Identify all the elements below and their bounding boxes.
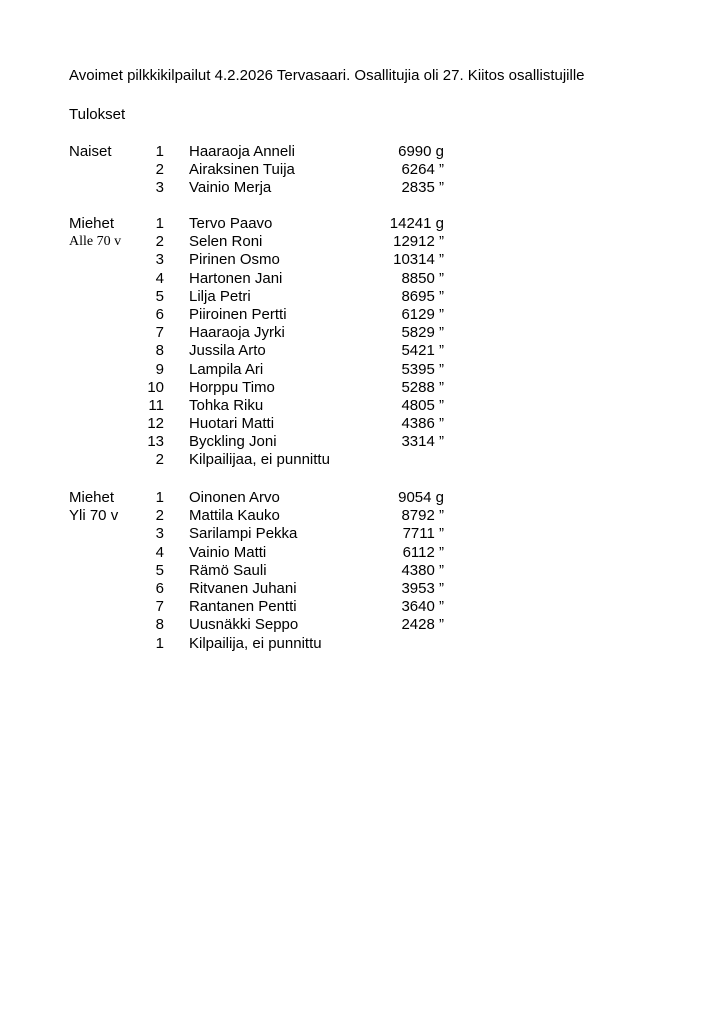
placement-number: 5 — [155, 287, 164, 305]
placement-number: 1 — [155, 143, 164, 160]
result-row — [0, 433, 724, 451]
catch-weight: 6264 ” — [401, 161, 444, 179]
placement-number: 2 — [155, 233, 164, 251]
placement-number: 3 — [155, 179, 164, 197]
section-miehet-yli-70 — [0, 489, 724, 653]
result-row — [0, 179, 724, 197]
result-row — [0, 616, 724, 634]
result-row — [0, 451, 724, 469]
result-row — [0, 342, 724, 360]
competitor-name: Byckling Joni — [189, 433, 277, 451]
catch-weight: 3314 ” — [401, 433, 444, 451]
competitor-name: Tohka Riku — [189, 396, 264, 414]
result-row — [0, 288, 724, 306]
competitor-name: Haaraoja Jyrki — [189, 324, 285, 342]
catch-weight: 2428 ” — [401, 616, 444, 634]
age-group-label: Alle 70 v — [69, 234, 122, 250]
result-row — [0, 415, 724, 433]
placement-number: 1 — [155, 634, 164, 652]
result-row — [0, 306, 724, 324]
competitor-name: Piiroinen Pertti — [189, 305, 287, 323]
catch-weight: 8792 ” — [401, 507, 444, 525]
catch-weight: 14241 g — [389, 215, 444, 232]
category-label: Miehet — [69, 215, 115, 232]
result-row — [0, 544, 724, 562]
page-title: Avoimet pilkkikilpailut 4.2.2026 Tervasaari. Osallitujia oli 27. Kiitos osallistujille — [69, 67, 585, 84]
results-heading: Tulokset — [69, 106, 126, 123]
catch-weight: 2835 ” — [401, 179, 444, 197]
catch-weight: 5395 ” — [401, 360, 444, 378]
placement-number: 6 — [155, 579, 164, 597]
catch-weight: 3640 ” — [401, 598, 444, 616]
competitor-name: Airaksinen Tuija — [189, 161, 295, 179]
result-row — [0, 379, 724, 397]
placement-number: 3 — [155, 251, 164, 269]
catch-weight: 5288 ” — [401, 378, 444, 396]
catch-weight: 10314 ” — [393, 251, 444, 269]
competitor-name: Lampila Ari — [189, 360, 264, 378]
competitor-name: Jussila Arto — [189, 342, 266, 360]
competitor-name: Hartonen Jani — [189, 269, 283, 287]
section-miehet-alle-70 — [0, 215, 724, 470]
competitor-name: Kilpailijaa, ei punnittu — [189, 451, 330, 469]
result-row — [0, 507, 724, 525]
placement-number: 5 — [155, 561, 164, 579]
competitor-name: Sarilampi Pekka — [189, 525, 298, 543]
catch-weight: 6129 ” — [401, 305, 444, 323]
result-row — [0, 635, 724, 653]
placement-number: 4 — [155, 543, 164, 561]
placement-number: 8 — [155, 616, 164, 634]
result-row — [0, 143, 724, 161]
placement-number: 2 — [155, 507, 164, 525]
result-row — [0, 598, 724, 616]
competitor-name: Kilpailija, ei punnittu — [189, 634, 322, 652]
result-row — [0, 580, 724, 598]
placement-number: 10 — [147, 378, 164, 396]
placement-number: 13 — [147, 433, 164, 451]
competitor-name: Rämö Sauli — [189, 561, 267, 579]
placement-number: 4 — [155, 269, 164, 287]
catch-weight: 9054 g — [398, 489, 444, 506]
placement-number: 2 — [155, 451, 164, 469]
result-row — [0, 525, 724, 543]
placement-number: 1 — [155, 215, 164, 232]
competitor-name: Vainio Matti — [189, 543, 267, 561]
category-label: Naiset — [69, 143, 112, 160]
competitor-name: Tervo Paavo — [189, 215, 273, 232]
catch-weight: 5421 ” — [401, 342, 444, 360]
competitor-name: Huotari Matti — [189, 415, 275, 433]
result-row — [0, 489, 724, 507]
result-row — [0, 161, 724, 179]
competitor-name: Lilja Petri — [189, 287, 251, 305]
competitor-name: Ritvanen Juhani — [189, 579, 297, 597]
result-row — [0, 215, 724, 233]
placement-number: 8 — [155, 342, 164, 360]
catch-weight: 7711 ” — [402, 525, 444, 543]
result-row — [0, 562, 724, 580]
result-row — [0, 361, 724, 379]
catch-weight: 3953 ” — [401, 579, 444, 597]
section-naiset — [0, 143, 724, 198]
competitor-name: Oinonen Arvo — [189, 489, 280, 506]
catch-weight: 4380 ” — [401, 561, 444, 579]
competitor-name: Mattila Kauko — [189, 507, 280, 525]
placement-number: 11 — [148, 396, 164, 414]
placement-number: 7 — [155, 324, 164, 342]
age-group-label: Yli 70 v — [69, 507, 119, 525]
competitor-name: Pirinen Osmo — [189, 251, 280, 269]
result-row — [0, 324, 724, 342]
catch-weight: 4805 ” — [401, 396, 444, 414]
competitor-name: Rantanen Pentti — [189, 598, 297, 616]
result-row — [0, 251, 724, 269]
placement-number: 7 — [155, 598, 164, 616]
catch-weight: 12912 ” — [393, 233, 444, 251]
competitor-name: Horppu Timo — [189, 378, 275, 396]
placement-number: 2 — [155, 161, 164, 179]
competitor-name: Selen Roni — [189, 233, 263, 251]
catch-weight: 8695 ” — [401, 287, 444, 305]
category-label: Miehet — [69, 489, 115, 506]
catch-weight: 6990 g — [398, 143, 444, 160]
placement-number: 12 — [147, 415, 164, 433]
catch-weight: 6112 ” — [402, 543, 444, 561]
competitor-name: Vainio Merja — [189, 179, 272, 197]
result-row — [0, 397, 724, 415]
result-row — [0, 270, 724, 288]
placement-number: 3 — [155, 525, 164, 543]
competitor-name: Haaraoja Anneli — [189, 143, 295, 160]
placement-number: 6 — [155, 305, 164, 323]
catch-weight: 5829 ” — [401, 324, 444, 342]
placement-number: 9 — [155, 360, 164, 378]
result-row — [0, 233, 724, 251]
placement-number: 1 — [155, 489, 164, 506]
catch-weight: 4386 ” — [401, 415, 444, 433]
competitor-name: Uusnäkki Seppo — [189, 616, 299, 634]
catch-weight: 8850 ” — [401, 269, 444, 287]
